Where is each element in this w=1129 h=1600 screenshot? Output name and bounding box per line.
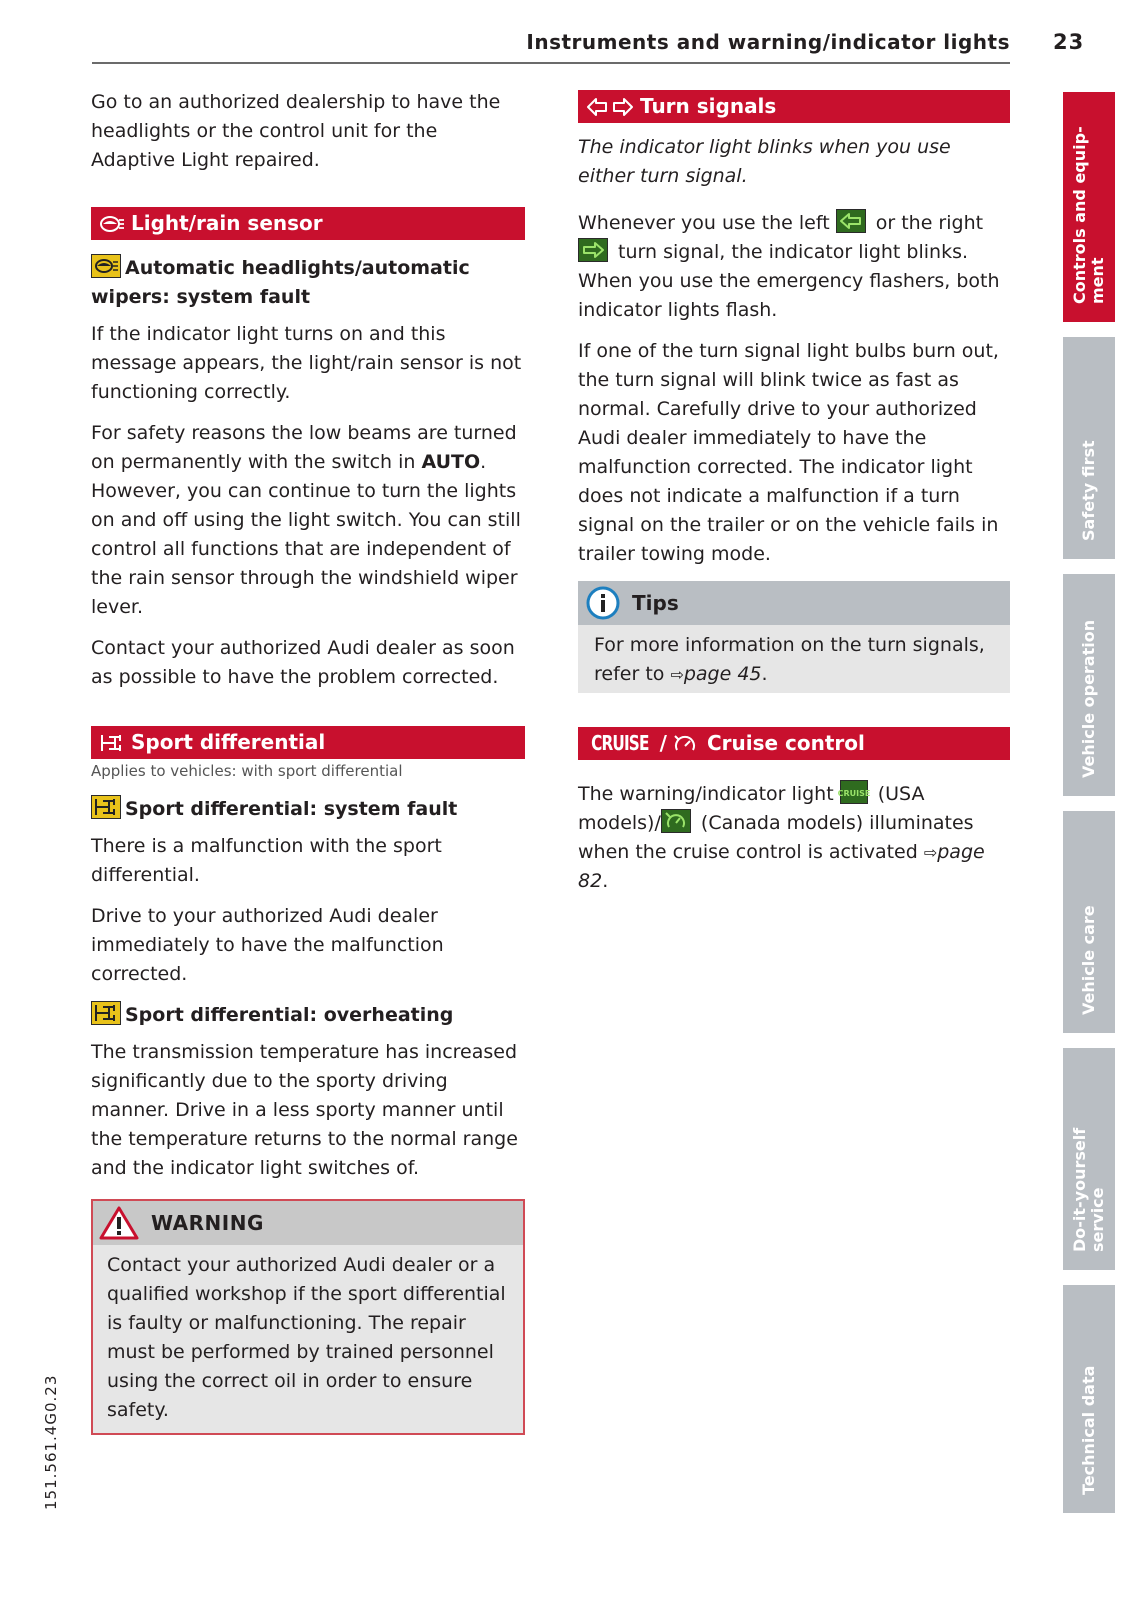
sport-diff-heading xyxy=(91,726,525,759)
svg-text:CRUISE: CRUISE xyxy=(837,789,871,798)
intro-paragraph: Go to an authorized dealership to have the headlights or the control unit for the Adaptive Light repaired. xyxy=(91,91,501,171)
side-tab-safety[interactable] xyxy=(1063,337,1115,559)
warning-body xyxy=(93,1245,523,1433)
tips-page-link[interactable]: page 45 xyxy=(683,663,762,685)
light-rain-p2 xyxy=(91,419,525,622)
header-title: Instruments and warning/indicator lights xyxy=(526,30,1010,54)
side-tab-technical-data-label: Technical data xyxy=(1079,1365,1098,1495)
sport-diff-overheat-p1: The transmission temperature has increased significantly due to the sporty driving manner. Drive in a less sporty manner until the temperature returns to the normal range and the indicator light switches of. xyxy=(91,1041,518,1179)
turn-p1-a: Whenever you use the left xyxy=(578,212,836,234)
cruise-p1-c: (Canada models) illuminates when the cruise control is activated xyxy=(578,812,974,863)
cruise-p1-a: The warning/indicator light xyxy=(578,783,840,805)
tips-header xyxy=(578,581,1010,625)
cruise-canada-indicator-icon xyxy=(661,809,691,833)
warning-title: WARNING xyxy=(151,1211,264,1235)
info-icon xyxy=(586,586,620,620)
sport-diff-fault-p1: There is a malfunction with the sport differential. xyxy=(91,835,442,886)
warning-header xyxy=(93,1201,523,1245)
warning-text: Contact your authorized Audi dealer or a qualified workshop if the sport differential is faulty or malfunctioning. The repair must be performed by trained personnel using the correct oil in order to ensure safety. xyxy=(107,1254,506,1421)
cruise-page-link[interactable]: page 82 xyxy=(578,841,985,892)
light-rain-p2-b: . However, you can continue to turn the lights on and off using the light switch. You can still control all functions that are independent of the rain sensor through the windshield wiper lever. xyxy=(91,451,521,618)
warning-triangle-icon xyxy=(99,1206,139,1240)
tips-text-a: For more information on the turn signals, refer to xyxy=(594,634,985,685)
sport-diff-overheat-indicator-icon xyxy=(91,1001,121,1025)
cruise-control-icon xyxy=(673,734,697,754)
applies-to-note: Applies to vehicles: with sport differential xyxy=(91,762,403,780)
side-tab-vehicle-care-label: Vehicle care xyxy=(1079,905,1098,1015)
page-ref-arrow-icon: ⇨ xyxy=(670,665,684,684)
page-number: 23 xyxy=(1053,30,1085,54)
light-rain-p1: If the indicator light turns on and this message appears, the light/rain sensor is not functioning correctly. xyxy=(91,323,522,403)
turn-signals-lead: The indicator light blinks when you use either turn signal. xyxy=(578,136,951,187)
warning-box xyxy=(91,1199,525,1435)
light-rain-heading-text: Light/rain sensor xyxy=(131,211,323,235)
turn-left-icon xyxy=(836,209,866,233)
tips-text-b: . xyxy=(761,663,768,685)
sport-diff-fault-heading-text: Sport differential: system fault xyxy=(125,798,458,820)
cruise-heading-sep: / xyxy=(659,731,667,755)
side-tab-vehicle-operation-label: Vehicle operation xyxy=(1079,619,1098,778)
sport-differential-icon xyxy=(99,733,125,753)
left-column xyxy=(91,88,525,1435)
tips-box xyxy=(578,581,1010,693)
sport-diff-fault-indicator-icon xyxy=(91,795,121,819)
sport-diff-fault-p2: Drive to your authorized Audi dealer immediately to have the malfunction corrected. xyxy=(91,905,444,985)
turn-signals-p1 xyxy=(578,209,1010,325)
turn-p1-b: or the right xyxy=(869,212,984,234)
sport-diff-heading-text: Sport differential xyxy=(131,730,326,754)
sport-diff-overheat-heading-text: Sport differential: overheating xyxy=(125,1004,454,1026)
side-tab-diy-service[interactable] xyxy=(1063,1048,1115,1270)
document-code: 151.561.4G0.23 xyxy=(42,1374,60,1510)
cruise-p1 xyxy=(578,780,1010,896)
side-tab-controls[interactable] xyxy=(1063,92,1115,322)
tips-body xyxy=(578,625,1010,693)
light-rain-p3: Contact your authorized Audi dealer as soon as possible to have the problem corrected. xyxy=(91,637,515,688)
light-rain-subheading-text: Automatic headlights/automatic wipers: system fault xyxy=(91,257,470,308)
cruise-heading-text: Cruise control xyxy=(706,731,865,755)
side-tab-safety-label: Safety first xyxy=(1079,440,1098,541)
side-tab-vehicle-operation[interactable] xyxy=(1063,574,1115,796)
cruise-usa-indicator-icon xyxy=(837,780,871,804)
auto-switch-label: AUTO xyxy=(421,451,481,473)
cruise-p1-b: (USA models)/ xyxy=(578,783,925,834)
side-tab-vehicle-care[interactable] xyxy=(1063,811,1115,1033)
light-rain-indicator-icon xyxy=(91,254,121,278)
turn-signal-arrows-icon xyxy=(586,97,634,117)
sport-diff-overheat-heading xyxy=(91,1001,525,1030)
cruise-word-icon: CRUISE xyxy=(591,731,649,755)
light-rain-heading xyxy=(91,207,525,240)
light-rain-p2-a: For safety reasons the low beams are turned on permanently with the switch in xyxy=(91,422,517,473)
page-header xyxy=(92,30,1010,64)
turn-p1-c: turn signal, the indicator light blinks. When you use the emergency flashers, both indicator lights flash. xyxy=(578,241,1000,321)
light-rain-sensor-icon xyxy=(99,215,125,233)
right-column xyxy=(578,90,1010,908)
side-tab-technical-data[interactable] xyxy=(1063,1285,1115,1513)
tips-text xyxy=(594,631,994,689)
turn-signals-heading-text: Turn signals xyxy=(640,94,777,118)
turn-right-icon xyxy=(578,238,608,262)
light-rain-subheading xyxy=(91,254,525,312)
sport-diff-fault-heading xyxy=(91,795,525,824)
side-tab-diy-service-label: Do-it-yourself service xyxy=(1070,1127,1107,1252)
side-tab-controls-label: Controls and equip- ment xyxy=(1070,126,1107,304)
cruise-page-ref-arrow-icon: ⇨ xyxy=(923,843,938,862)
cruise-p1-d: . xyxy=(602,870,609,892)
tips-title: Tips xyxy=(632,591,679,615)
turn-signals-p2: If one of the turn signal light bulbs burn out, the turn signal will blink twice as fast as normal. Carefully drive to your authorized Audi dealer immediately to have the malfunction corrected. The indicator light does not indicate a malfunction if a turn signal on the trailer or on the vehicle fails in trailer towing mode. xyxy=(578,340,999,565)
turn-signals-heading xyxy=(578,90,1010,123)
cruise-heading xyxy=(578,727,1010,760)
